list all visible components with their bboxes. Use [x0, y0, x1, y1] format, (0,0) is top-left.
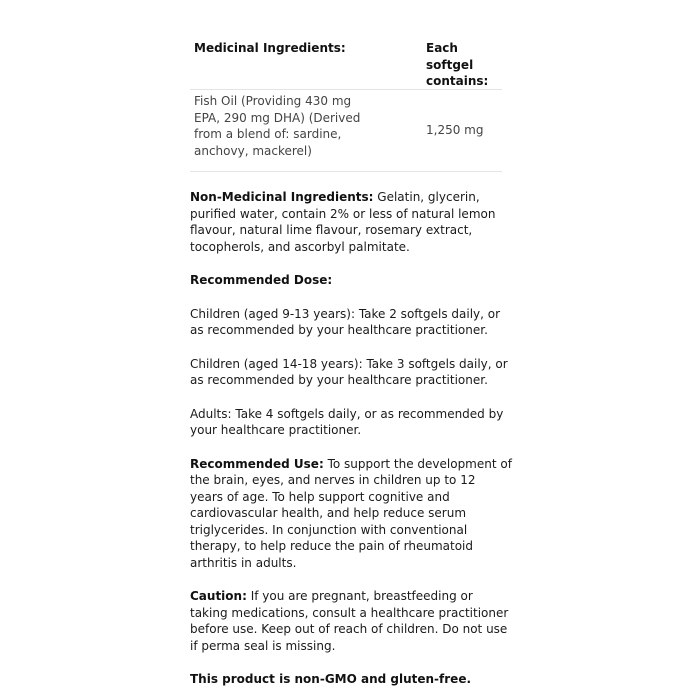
recommended-use-label: Recommended Use: — [190, 456, 324, 471]
ingredient-column-header: Medicinal Ingredients: — [194, 41, 346, 55]
non-medicinal-ingredients — [190, 189, 512, 255]
caution — [190, 588, 512, 654]
caution-text: If you are pregnant, breastfeeding or taking medications, consult a healthcare practitioner before use. Keep out of reach of children. Do not use if perma seal is missing. — [190, 589, 509, 653]
table-header-divider — [190, 89, 502, 90]
caution-label: Caution: — [190, 589, 247, 603]
amount-column-header: Each softgel contains: — [426, 41, 489, 88]
medicinal-ingredients-table — [190, 38, 502, 172]
table-row-divider — [190, 171, 502, 172]
non-medicinal-text: Gelatin, glycerin, purified water, contain 2% or less of natural lemon flavour, natural lime flavour, rosemary extract, tocopherols, and ascorbyl palmitate. — [190, 190, 496, 254]
dose-children-14-18: Children (aged 14-18 years): Take 3 softgels daily, or as recommended by your healthcare practitioner. — [190, 356, 508, 387]
dose-adults: Adults: Take 4 softgels daily, or as recommended by your healthcare practitioner. — [190, 406, 504, 437]
recommended-dose-heading: Recommended Dose: — [190, 273, 333, 287]
ingredient-name-cell: Fish Oil (Providing 430 mg EPA, 290 mg DHA) (Derived from a blend of: sardine, anchovy, mackerel) — [194, 94, 361, 158]
recommended-use — [190, 456, 512, 572]
ingredient-amount-cell: 1,250 mg — [426, 123, 484, 137]
product-label — [190, 38, 520, 688]
recommended-use-text: To support the development of the brain, eyes, and nerves in children up to 12 years of age. To help support cognitive and cardiovascular health, and help reduce serum triglycerides. In conjunction with conventional therapy, to help reduce the pain of rheumatoid arthritis in adults. — [190, 456, 512, 570]
dose-children-9-13: Children (aged 9-13 years): Take 2 softgels daily, or as recommended by your healthcare practitioner. — [190, 306, 501, 337]
non-medicinal-label: Non-Medicinal Ingredients: — [190, 190, 374, 204]
non-gmo-statement: This product is non-GMO and gluten-free. — [190, 672, 472, 686]
